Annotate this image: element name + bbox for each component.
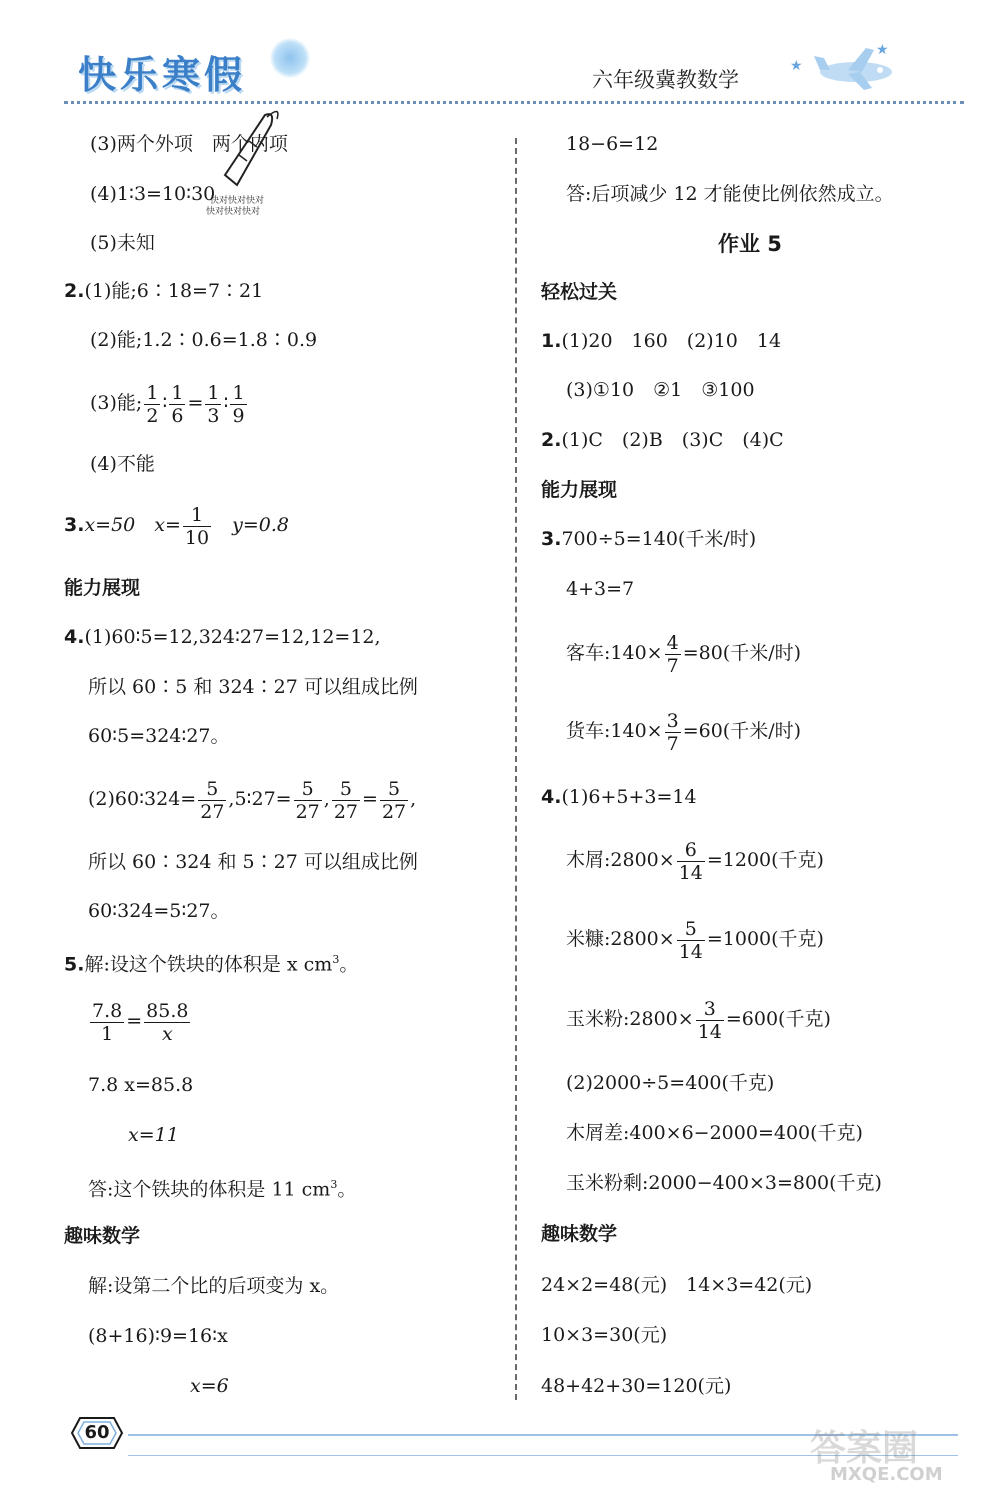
denominator: 14 xyxy=(697,1020,722,1043)
column-divider xyxy=(515,138,517,1400)
denominator: 27 xyxy=(200,800,225,823)
answer-text: =60(千米/时) xyxy=(682,720,802,742)
answer-line: (5)未知 xyxy=(90,232,155,254)
answer-text: (1)60∶5=12,324∶27=12,12=12, xyxy=(84,626,381,648)
watermark: 答案圈 xyxy=(810,1428,919,1469)
superscript: 3 xyxy=(332,953,340,966)
numerator: 5 xyxy=(332,778,360,801)
denominator: x xyxy=(161,1022,173,1045)
star-icon: ★ xyxy=(876,42,889,58)
numerator: 5 xyxy=(380,778,408,801)
brand-title: 快乐寒假 xyxy=(78,53,247,97)
equals-sign: = xyxy=(126,1010,143,1032)
numerator: 7.8 xyxy=(92,999,123,1022)
answer-text: (1)能;6∶18=7∶21 xyxy=(84,280,264,302)
fraction xyxy=(198,778,226,823)
section-heading: 轻松过关 xyxy=(541,281,618,303)
numerator: 1 xyxy=(207,381,220,404)
numerator: 1 xyxy=(146,381,159,404)
sun-icon xyxy=(270,38,310,78)
fraction xyxy=(380,778,408,823)
equation-line xyxy=(88,998,192,1045)
answer-line: 48+42+30=120(元) xyxy=(541,1375,732,1397)
answer-line: 10×3=30(元) xyxy=(541,1324,668,1346)
page-number-badge xyxy=(70,1416,124,1450)
answer-line: 所以 60∶5 和 324∶27 可以组成比例 xyxy=(88,676,418,698)
denominator: 6 xyxy=(171,404,184,427)
homework-title: 作业 5 xyxy=(718,232,782,256)
carrot-note-line: 快对快对快对 xyxy=(206,207,261,217)
watermark-url: MXQE.COM xyxy=(830,1464,943,1485)
fraction xyxy=(665,710,681,755)
fraction xyxy=(183,504,211,549)
question-4 xyxy=(541,785,697,809)
numerator: 85.8 xyxy=(146,999,189,1022)
header-rule xyxy=(64,101,964,104)
answer-line: x=6 xyxy=(190,1375,229,1397)
answer-text: 解:设这个铁块的体积是 x cm xyxy=(84,953,333,976)
numerator: 3 xyxy=(696,998,724,1021)
answer-line xyxy=(566,996,831,1043)
fraction xyxy=(696,998,724,1043)
section-heading: 能力展现 xyxy=(64,577,141,599)
answer-text: 客车:140× xyxy=(566,642,663,664)
answer-text: 答:这个铁块的体积是 11 cm xyxy=(88,1178,331,1201)
numerator: 5 xyxy=(294,778,322,801)
answer-text: 。 xyxy=(337,1178,357,1201)
answer-line: 玉米粉剩:2000−400×3=800(千克) xyxy=(566,1172,882,1194)
fraction xyxy=(205,382,221,427)
answer-text: =600(千克) xyxy=(725,1008,831,1030)
answer-line xyxy=(88,1173,356,1201)
answer-line: 所以 60∶324 和 5∶27 可以组成比例 xyxy=(88,851,418,873)
answer-line: (4)1∶3=10∶30 xyxy=(90,183,216,205)
denominator: 27 xyxy=(381,800,407,823)
answer-line: (2)能;1.2∶0.6=1.8∶0.9 xyxy=(90,329,318,351)
answer-text: =1200(千克) xyxy=(706,849,824,871)
star-icon: ★ xyxy=(790,58,803,74)
denominator: 9 xyxy=(232,404,245,427)
answer-text: (1)C (2)B (3)C (4)C xyxy=(561,429,784,451)
answer-line: (3)能; $\frac{1}{2}$ ∶ $\frac{1}{6}$ = $\frac{1}{3}$ ∶ $\frac{1}{9}$ xyxy=(90,381,245,427)
answer-line: 木屑差:400×6−2000=400(千克) xyxy=(566,1122,863,1144)
fraction xyxy=(169,382,185,427)
answer-text: x=50 x= xyxy=(84,514,181,536)
answer-line xyxy=(566,837,824,884)
question-number: 1. xyxy=(541,330,562,352)
question-number: 4. xyxy=(541,786,562,808)
answer-line: 解:设第二个比的后项变为 x。 xyxy=(88,1275,340,1297)
denominator: 7 xyxy=(666,654,679,677)
question-number: 3. xyxy=(64,514,85,536)
fraction xyxy=(144,1000,190,1045)
question-5 xyxy=(64,948,358,976)
answer-line: 60∶324=5∶27。 xyxy=(88,900,230,922)
denominator: 14 xyxy=(678,940,703,963)
section-heading: 趣味数学 xyxy=(64,1225,141,1247)
question-number: 4. xyxy=(64,626,85,648)
denominator: 2 xyxy=(146,404,159,427)
answer-line: (3)两个外项 两个内项 xyxy=(90,133,288,155)
question-2 xyxy=(541,428,784,452)
answer-text: 700÷5=140(千米/时) xyxy=(561,528,757,550)
answer-text: =1000(千克) xyxy=(706,928,824,950)
denominator: 27 xyxy=(333,800,359,823)
denominator: 27 xyxy=(295,800,320,823)
answer-text: (2)60∶324= xyxy=(88,788,197,810)
answer-text: ,5∶27= xyxy=(228,788,292,810)
answer-line: 18−6=12 xyxy=(566,133,659,155)
numerator: 6 xyxy=(677,839,705,862)
numerator: 1 xyxy=(232,381,245,404)
answer-line: 7.8 x=85.8 xyxy=(88,1074,194,1096)
answer-text: (3)能; xyxy=(90,392,143,414)
numerator: 5 xyxy=(677,918,705,941)
denominator: 14 xyxy=(678,861,703,884)
answer-line: (3)①10 ②1 ③100 xyxy=(566,379,755,401)
page-number: 60 xyxy=(84,1422,110,1443)
question-4 xyxy=(64,625,381,649)
answer-text: 货车:140× xyxy=(566,720,663,742)
answer-text: = xyxy=(362,788,378,810)
answer-line: 60∶5=324∶27。 xyxy=(88,725,230,747)
fraction xyxy=(677,918,705,963)
denominator: 10 xyxy=(184,526,210,549)
fraction xyxy=(294,778,322,823)
numerator: 1 xyxy=(171,381,184,404)
answer-line: (4)不能 xyxy=(90,453,155,475)
question-number: 2. xyxy=(64,280,85,302)
denominator: 7 xyxy=(666,732,679,755)
numerator: 5 xyxy=(198,778,226,801)
answer-text: y=0.8 xyxy=(232,514,289,536)
denominator: 1 xyxy=(101,1022,114,1045)
section-heading: 趣味数学 xyxy=(541,1223,618,1245)
page-header xyxy=(0,0,1000,110)
answer-text: =80(千米/时) xyxy=(682,642,802,664)
fraction xyxy=(677,839,705,884)
carrot-note xyxy=(206,196,265,218)
answer-line: 4+3=7 xyxy=(566,578,635,600)
numerator: 4 xyxy=(666,631,679,654)
answer-line xyxy=(88,776,416,823)
fraction xyxy=(665,632,681,677)
answer-text: 木屑:2800× xyxy=(566,849,675,871)
answer-text: 。 xyxy=(339,953,359,976)
superscript: 3 xyxy=(330,1178,338,1191)
answer-line: (8+16)∶9=16∶x xyxy=(88,1325,228,1347)
fraction xyxy=(90,1000,124,1045)
answer-text: 玉米粉:2800× xyxy=(566,1008,694,1030)
fraction xyxy=(230,382,246,427)
answer-text: (1)20 160 (2)10 14 xyxy=(561,330,782,352)
answer-line: 24×2=48(元) 14×3=42(元) xyxy=(541,1274,813,1296)
question-1 xyxy=(541,329,781,353)
answer-line: 答:后项减少 12 才能使比例依然成立。 xyxy=(566,183,894,205)
answer-line xyxy=(566,630,801,677)
denominator: 3 xyxy=(207,404,220,427)
answer-text: , xyxy=(323,788,330,810)
question-number: 3. xyxy=(541,528,562,550)
answer-text: 米糠:2800× xyxy=(566,928,675,950)
answer-line xyxy=(566,708,801,755)
answer-text: (1)6+5+3=14 xyxy=(561,786,697,808)
fraction xyxy=(332,778,360,823)
question-3 xyxy=(541,527,756,551)
question-2 xyxy=(64,279,263,303)
question-number: 2. xyxy=(541,429,562,451)
question-3 xyxy=(64,502,289,549)
answer-text: , xyxy=(410,788,417,810)
answer-line: x=11 xyxy=(128,1124,179,1146)
carrot-note-line: 快对快对快对 xyxy=(210,196,265,206)
question-number: 5. xyxy=(64,953,85,976)
answer-line: (2)2000÷5=400(千克) xyxy=(566,1072,775,1094)
book-title: 六年级冀教数学 xyxy=(592,68,739,92)
answer-line xyxy=(566,916,824,963)
fraction xyxy=(144,382,160,427)
numerator: 3 xyxy=(666,709,679,732)
numerator: 1 xyxy=(183,504,211,527)
section-heading: 能力展现 xyxy=(541,479,618,501)
